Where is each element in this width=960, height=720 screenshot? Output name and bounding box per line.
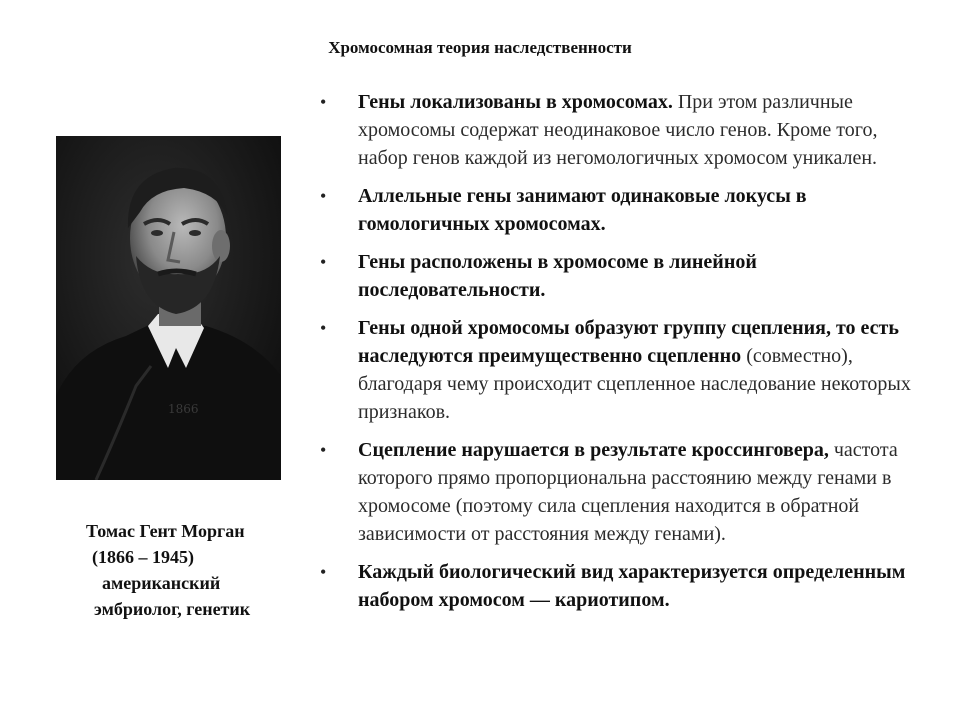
bullet-list (318, 88, 918, 624)
bullet-item (318, 248, 918, 304)
bullet-bold: Сцепление нарушается в результате кроссинговера, (358, 439, 829, 461)
bullet-bold: Гены одной хромосомы образуют группу сцепления, то есть наследуются преимущественно сцепленно (358, 317, 899, 367)
bullet-item (318, 314, 918, 426)
bullet-item (318, 558, 918, 614)
bullet-bold: Каждый биологический вид характеризуется определенным набором хромосом — кариотипом. (358, 561, 906, 611)
bullet-marker: • (320, 92, 327, 112)
slide-title: Хромосомная теория наследственности (328, 38, 632, 57)
bullet-item (318, 88, 918, 172)
bullet-marker: • (320, 186, 327, 206)
bullet-marker: • (320, 252, 327, 272)
bullet-bold: Гены локализованы в хромосомах. (358, 91, 673, 113)
portrait-caption (72, 518, 292, 622)
bullet-marker: • (320, 440, 327, 460)
bullet-text: При этом различные хромосомы содержат неодинаковое число генов. Кроме того, набор генов каждой из негомологичных хромосом уникален. (358, 91, 878, 169)
bullet-item (318, 436, 918, 548)
portrait-photo (56, 136, 281, 480)
caption-nationality: американский (102, 573, 221, 593)
caption-profession: эмбриолог, генетик (94, 599, 251, 619)
caption-years: (1866 – 1945) (92, 547, 194, 567)
bullet-bold: Аллельные гены занимают одинаковые локусы в гомологичных хромосомах. (358, 185, 807, 235)
portrait-image (56, 136, 281, 480)
photo-inscription: 1866 (168, 402, 199, 416)
caption-name: Томас Гент Морган (86, 521, 245, 541)
bullet-item (318, 182, 918, 238)
bullet-text: (совместно), благодаря чему происходит сцепленное наследование некоторых признаков. (358, 345, 911, 423)
bullet-bold: Гены расположены в хромосоме в линейной последовательности. (358, 251, 757, 301)
bullet-text: частота которого прямо пропорциональна расстоянию между генами в хромосоме (поэтому сила сцепления находится в обратной зависимости от расстояния между генами). (358, 439, 898, 545)
bullet-marker: • (320, 318, 327, 338)
bullet-marker: • (320, 562, 327, 582)
